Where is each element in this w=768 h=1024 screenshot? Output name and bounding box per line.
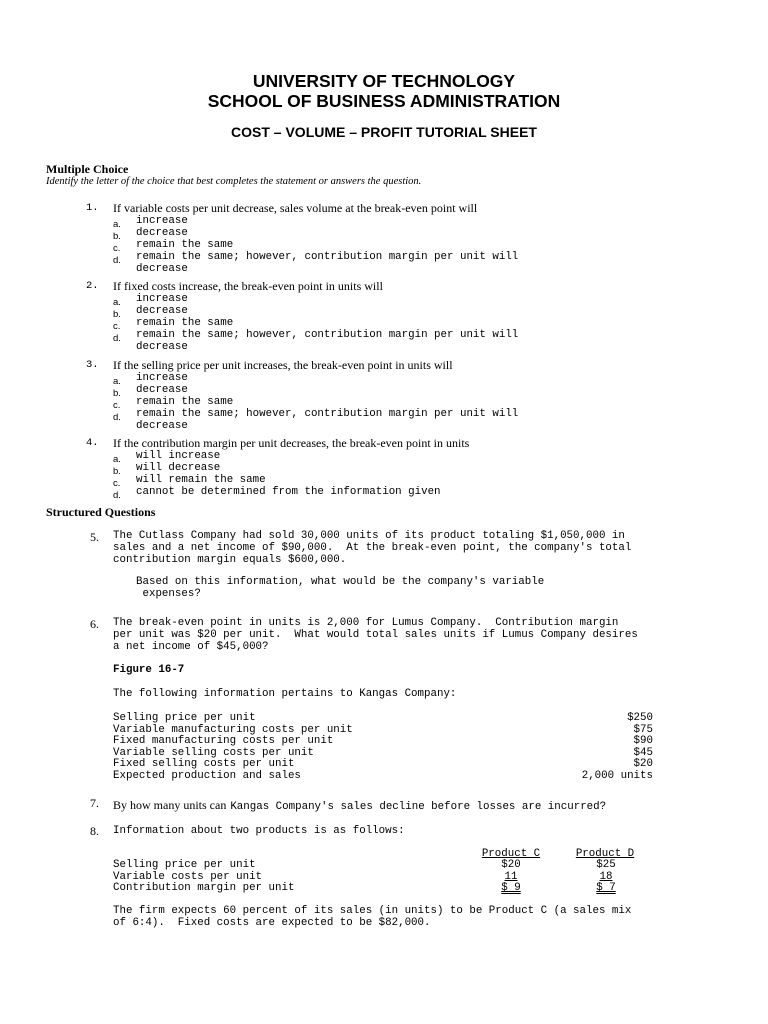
figure-label: Figure 16-7 <box>113 664 185 676</box>
product-c-value: $ 9 <box>501 882 521 895</box>
product-row-label: Variable costs per unit <box>113 870 263 883</box>
product-c-value: $20 <box>501 859 521 871</box>
option-text: increase <box>136 215 188 227</box>
option-letter: b. <box>113 388 121 399</box>
school-title: SCHOOL OF BUSINESS ADMINISTRATION <box>207 91 561 111</box>
product-d-value: 18 <box>599 870 613 883</box>
option-text: increase <box>136 293 188 305</box>
question-7-text <box>113 796 606 814</box>
figure-row-label: Variable selling costs per unit <box>113 746 314 759</box>
option-letter: a. <box>113 219 121 230</box>
sheet-title: COST – VOLUME – PROFIT TUTORIAL SHEET <box>231 124 537 140</box>
product-c-header: Product C <box>481 848 541 860</box>
figure-row-value: $90 <box>633 735 653 748</box>
product-d-value: $25 <box>596 859 616 871</box>
figure-row <box>113 735 653 747</box>
figure-row <box>113 758 653 770</box>
figure-row-value: $20 <box>633 758 653 771</box>
option-letter: c. <box>113 243 121 254</box>
figure-row <box>113 747 653 759</box>
question-text: If variable costs per unit decrease, sales volume at the break-even point will <box>113 201 478 215</box>
question-6-text: The break-even point in units is 2,000 for Lumus Company. Contribution margin per unit was $20 per unit. What would total sales units if Lumus Company desires a net income of $45,000? <box>113 617 638 653</box>
option-text: decrease <box>136 227 188 239</box>
question-8-text: Information about two products is as follows: <box>113 825 405 837</box>
question-number: 2. <box>86 280 99 292</box>
option-text: increase <box>136 372 188 384</box>
question-number: 1. <box>86 202 99 214</box>
multiple-choice-instructions: Identify the letter of the choice that best completes the statement or answers the question. <box>46 176 422 187</box>
question-text: If the selling price per unit increases, the break-even point in units will <box>113 358 453 372</box>
option-letter: a. <box>113 376 121 387</box>
question-5-text: The Cutlass Company had sold 30,000 units of its product totaling $1,050,000 in sales and a net income of $90,000. At the break-even point, the company's total contribution margin equals $600,000. <box>113 530 632 566</box>
figure-intro: The following information pertains to Kangas Company: <box>113 688 457 700</box>
option-text: will decrease <box>136 462 221 474</box>
question-7-text-rest: Kangas Company's sales decline before losses are incurred? <box>230 801 607 813</box>
figure-row-label: Fixed manufacturing costs per unit <box>113 735 334 748</box>
figure-row-value: $75 <box>633 723 653 736</box>
product-d-header: Product D <box>575 848 635 860</box>
figure-row-label: Selling price per unit <box>113 712 256 724</box>
option-text: remain the same; however, contribution margin per unit will decrease <box>136 329 519 354</box>
option-text: decrease <box>136 305 188 317</box>
option-letter: b. <box>113 231 121 242</box>
university-title: UNIVERSITY OF TECHNOLOGY <box>252 71 516 91</box>
question-number: 4. <box>86 437 99 449</box>
option-letter: d. <box>113 255 121 266</box>
figure-row-value: 2,000 units <box>581 770 653 782</box>
multiple-choice-heading: Multiple Choice <box>46 162 129 176</box>
option-letter: b. <box>113 466 121 477</box>
figure-row <box>113 724 653 736</box>
product-c-value: 11 <box>504 870 518 883</box>
option-letter: c. <box>113 478 121 489</box>
product-row <box>113 871 653 883</box>
product-row <box>113 882 653 894</box>
option-letter: d. <box>113 412 121 423</box>
option-letter: a. <box>113 454 121 465</box>
question-number: 7. <box>90 796 99 810</box>
product-row-label: Selling price per unit <box>113 859 256 871</box>
question-number: 8. <box>90 824 99 838</box>
question-text: If the contribution margin per unit decreases, the break-even point in units <box>113 436 470 450</box>
figure-row-label: Expected production and sales <box>113 770 301 782</box>
option-letter: b. <box>113 309 121 320</box>
product-row-label: Contribution margin per unit <box>113 882 295 895</box>
figure-row <box>113 770 653 782</box>
question-7-text-prefix: By how many units can <box>113 798 227 812</box>
option-text: remain the same <box>136 396 234 408</box>
figure-row-value: $250 <box>627 712 653 724</box>
option-text: decrease <box>136 384 188 396</box>
option-text: cannot be determined from the information given <box>136 486 441 498</box>
option-text: remain the same; however, contribution margin per unit will decrease <box>136 251 519 276</box>
product-row <box>113 859 653 871</box>
option-letter: c. <box>113 400 121 411</box>
option-letter: d. <box>113 490 121 501</box>
option-text: remain the same; however, contribution margin per unit will decrease <box>136 408 519 433</box>
option-letter: a. <box>113 297 121 308</box>
question-text: If fixed costs increase, the break-even point in units will <box>113 279 383 293</box>
product-d-value: $ 7 <box>596 882 616 895</box>
option-text: remain the same <box>136 317 234 329</box>
figure-row-value: $45 <box>633 746 653 759</box>
figure-row-label: Fixed selling costs per unit <box>113 758 295 771</box>
question-number: 5. <box>90 530 99 544</box>
question-8-footer: The firm expects 60 percent of its sales (in units) to be Product C (a sales mix of 6:4). Fixed costs are expected to be $82,000. <box>113 905 632 929</box>
option-text: will remain the same <box>136 474 266 486</box>
figure-row <box>113 712 653 724</box>
question-5-followup: Based on this information, what would be the company's variable expenses? <box>136 576 545 600</box>
option-text: will increase <box>136 450 221 462</box>
option-letter: c. <box>113 321 121 332</box>
question-number: 6. <box>90 617 99 631</box>
option-text: remain the same <box>136 239 234 251</box>
option-letter: d. <box>113 333 121 344</box>
question-number: 3. <box>86 359 99 371</box>
structured-questions-heading: Structured Questions <box>46 505 156 519</box>
figure-row-label: Variable manufacturing costs per unit <box>113 723 353 736</box>
